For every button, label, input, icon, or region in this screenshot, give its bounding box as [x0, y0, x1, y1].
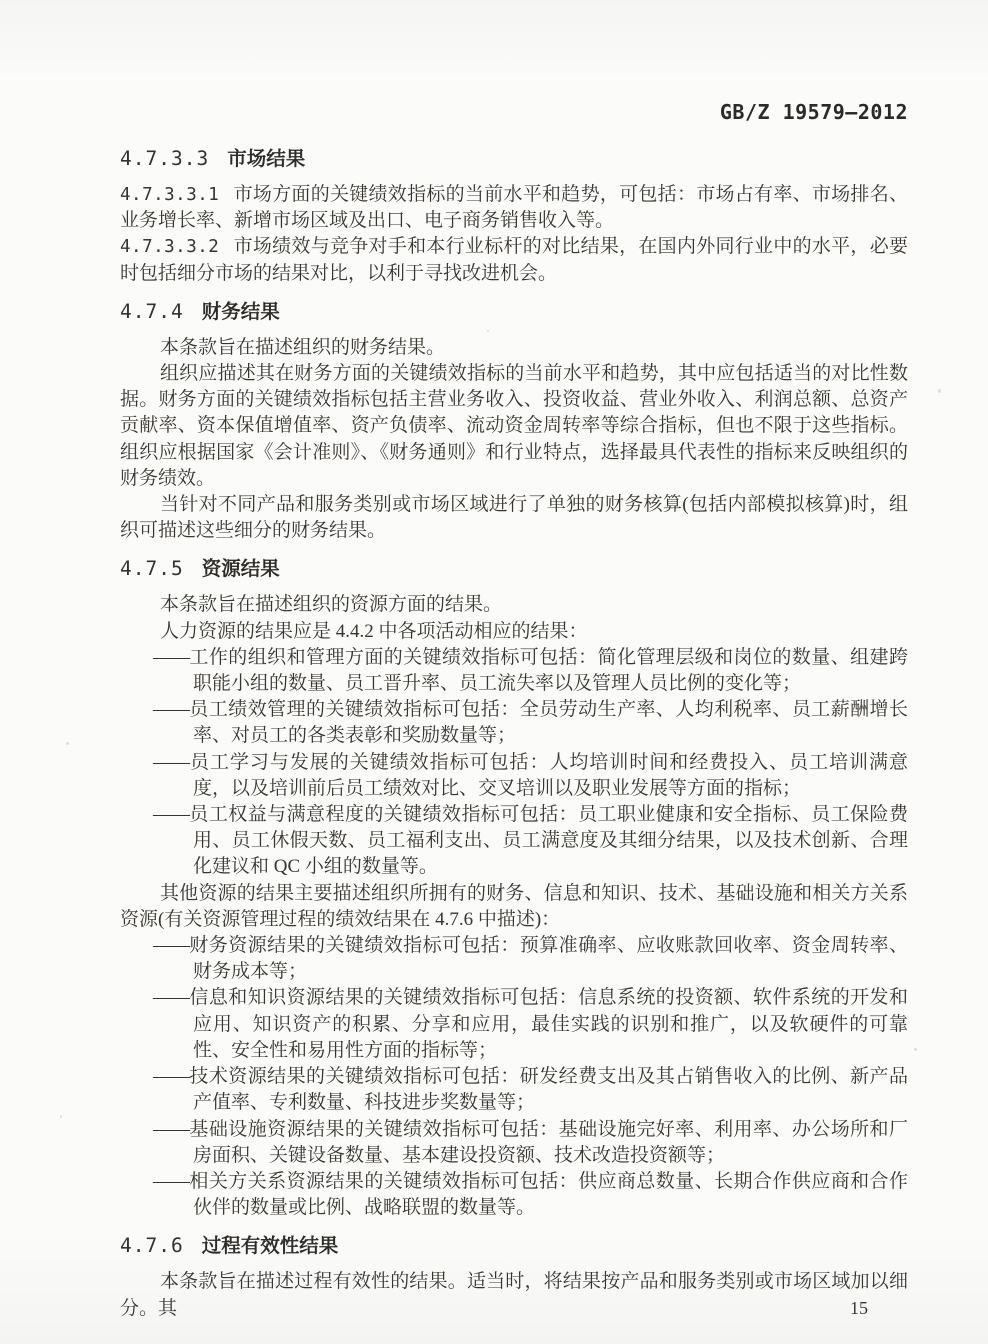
resource-paragraph-3: 其他资源的结果主要描述组织所拥有的财务、信息和知识、技术、基础设施和相关方关系资源(有关资源管理过程的绩效结果在 4.7.6 中描述)： [120, 882, 908, 930]
standard-code-header: GB/Z 19579—2012 [719, 100, 908, 124]
clause-market-1 [120, 182, 908, 234]
process-paragraph-1: 本条款旨在描述过程有效性的结果。适当时，将结果按产品和服务类别或市场区域加以细分。其 [120, 1271, 908, 1319]
list-item-text: 基础设施资源结果的关键绩效指标可包括：基础设施完好率、利用率、办公场所和厂房面积、关键设备数量、基本建设投资额、技术改造投资额等； [189, 1118, 908, 1166]
dash-marker: —— [153, 646, 189, 668]
list-item-text: 信息和知识资源结果的关键绩效指标可包括：信息系统的投资额、软件系统的开发和应用、知识资产的积累、分享和应用，最佳实践的识别和推广，以及软硬件的可靠性、安全性和易用性方面的指标等； [189, 987, 908, 1061]
dash-marker: —— [153, 1170, 189, 1192]
list-item-text: 技术资源结果的关键绩效指标可包括：研发经费支出及其占销售收入的比例、新产品产值率、专利数量、科技进步奖数量等； [189, 1066, 908, 1114]
heading-resource-results [120, 556, 908, 582]
page-content [120, 100, 908, 1322]
list-item-text: 员工权益与满意程度的关键绩效指标可包括：员工职业健康和安全指标、员工保险费用、员工休假天数、员工福利支出、员工满意度及其细分结果，以及技术创新、合理化建议和 QC 小组的数量等。 [189, 804, 908, 878]
dash-marker: —— [153, 1066, 189, 1088]
heading-number: 4.7.4 [120, 299, 184, 323]
heading-number: 4.7.3.3 [120, 147, 210, 170]
heading-title: 财务结果 [201, 300, 280, 323]
other-resource-list-item [120, 985, 908, 1064]
heading-title: 过程有效性结果 [201, 1235, 339, 1258]
dash-marker: —— [153, 804, 189, 826]
speck [938, 389, 941, 393]
hr-list-item [120, 645, 908, 697]
list-item-text: 相关方关系资源结果的关键绩效指标可包括：供应商总数量、长期合作供应商和合作伙伴的数量或比例、战略联盟的数量等。 [189, 1170, 908, 1219]
hr-list-item [120, 750, 908, 802]
clause-text: 市场方面的关键绩效指标的当前水平和趋势，可包括：市场占有率、市场排名、业务增长率、新增市场区域及出口、电子商务销售收入等。 [120, 184, 908, 232]
dash-marker: —— [153, 751, 189, 773]
speck [60, 1115, 62, 1118]
page-number: 15 [850, 1298, 868, 1318]
other-resource-list-item [120, 1169, 908, 1221]
heading-process-effectiveness-results [120, 1233, 908, 1259]
heading-number: 4.7.5 [120, 557, 184, 581]
clause-number: 4.7.3.3.2 [120, 237, 220, 258]
other-resource-list-item [120, 1117, 908, 1169]
finance-paragraph-3: 当针对不同产品和服务类别或市场区域进行了单独的财务核算(包括内部模拟核算)时，组织可描述这些细分的财务结果。 [120, 494, 908, 542]
speck [66, 742, 69, 745]
dash-marker: —— [153, 1118, 189, 1140]
dash-marker: —— [153, 935, 189, 957]
clause-number: 4.7.3.3.1 [120, 185, 220, 205]
list-item-text: 员工绩效管理的关键绩效指标可包括：全员劳动生产率、人均利税率、员工薪酬增长率、对员工的各类表彰和奖励数量等； [189, 699, 908, 747]
heading-market-results [120, 146, 908, 172]
dash-marker: —— [153, 699, 189, 721]
resource-paragraph-1: 本条款旨在描述组织的资源方面的结果。 [160, 594, 503, 616]
list-item-text: 工作的组织和管理方面的关键绩效指标可包括：简化管理层级和岗位的数量、组建跨职能小组的数量、员工晋升率、员工流失率以及管理人员比例的变化等； [189, 646, 908, 695]
list-item-text: 财务资源结果的关键绩效指标可包括：预算准确率、应收账款回收率、资金周转率、财务成本等； [189, 935, 908, 983]
finance-paragraph-2: 组织应描述其在财务方面的关键绩效指标的当前水平和趋势，其中应包括适当的对比性数据。财务方面的关键绩效指标包括主营业务收入、投资收益、营业外收入、利润总额、总资产贡献率、资本保值增值率、资产负债率、流动资金周转率等综合指标，但也不限于这些指标。组织应根据国家《会计准则》、《财务通则》和行业特点，选择最具代表性的指标来反映组织的财务绩效。 [120, 363, 908, 489]
clause-text: 市场绩效与竞争对手和本行业标杆的对比结果，在国内外同行业中的水平，必要时包括细分市场的结果对比，以利于寻找改进机会。 [120, 236, 908, 284]
hr-list-item [120, 697, 908, 749]
hr-list-item [120, 802, 908, 881]
other-resource-list-item [120, 933, 908, 985]
heading-number: 4.7.6 [120, 1234, 184, 1258]
other-resource-list-item [120, 1064, 908, 1116]
resource-paragraph-2: 人力资源的结果应是 4.4.2 中各项活动相应的结果： [160, 620, 588, 642]
speck [914, 1048, 917, 1051]
clause-market-2 [120, 234, 908, 286]
heading-financial-results [120, 299, 908, 325]
heading-title: 市场结果 [227, 148, 306, 170]
heading-title: 资源结果 [201, 558, 280, 581]
list-item-text: 员工学习与发展的关键绩效指标可包括：人均培训时间和经费投入、员工培训满意度，以及培训前后员工绩效对比、交叉培训以及职业发展等方面的指标； [189, 751, 908, 799]
dash-marker: —— [153, 987, 189, 1009]
finance-paragraph-1: 本条款旨在描述组织的财务结果。 [160, 336, 446, 358]
